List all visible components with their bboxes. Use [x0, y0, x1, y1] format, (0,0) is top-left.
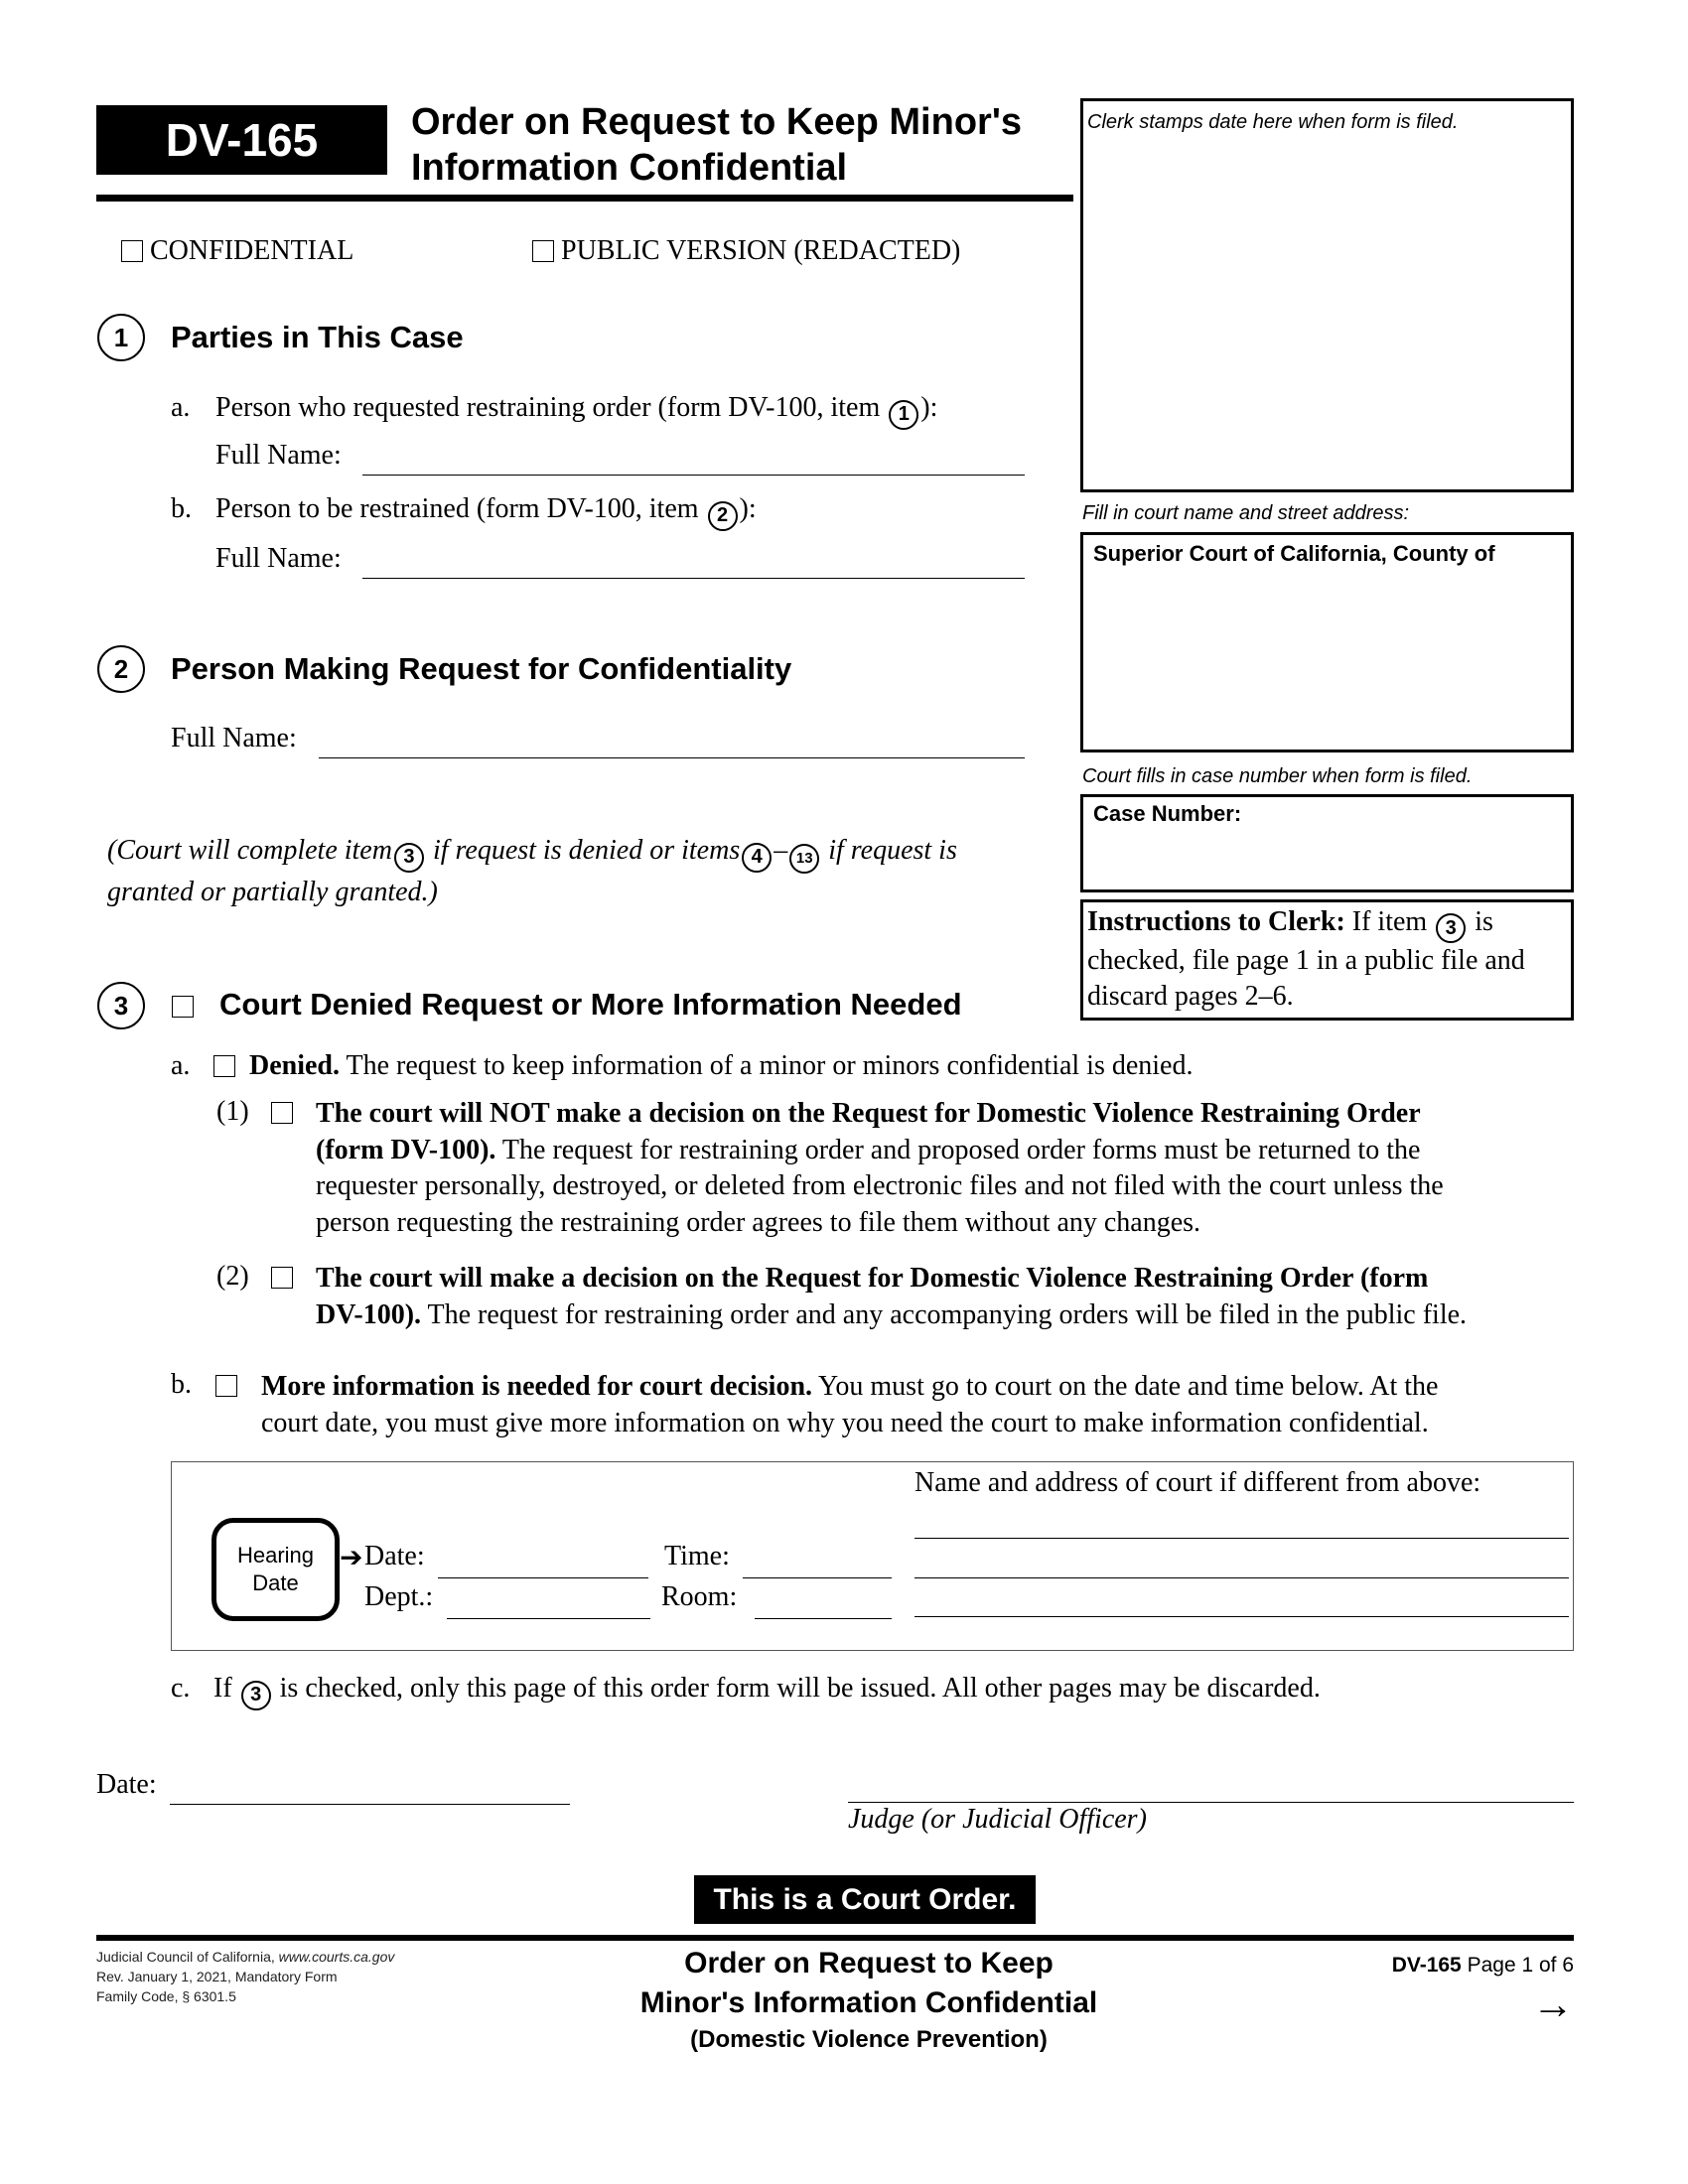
item-3a1-checkbox-wrap[interactable]	[271, 1102, 293, 1126]
signature-date-label: Date:	[96, 1769, 157, 1800]
footer-title-1: Order on Request to Keep	[684, 1947, 1054, 1979]
hearing-badge-line2: Date	[252, 1570, 299, 1595]
item-1a-label: Person who requested restraining order (form DV-100, item	[215, 392, 881, 423]
hearing-time-label: Time:	[664, 1541, 730, 1571]
item-3b-letter: b.	[171, 1369, 192, 1400]
no-decision-text-4: person requesting the restraining order agrees to file them without any changes.	[316, 1206, 1201, 1238]
item-3a2-text	[316, 1261, 1467, 1333]
hearing-dept-label: Dept.:	[364, 1581, 434, 1612]
hearing-time-field[interactable]	[743, 1577, 892, 1578]
court-completion-note	[107, 832, 957, 910]
item-3a2-checkbox-wrap[interactable]	[271, 1267, 293, 1291]
decision-text-2: The request for restraining order and any accompanying orders will be filed in the public file.	[427, 1298, 1468, 1330]
footer-left	[96, 1947, 394, 2006]
court-address-label: Fill in court name and street address:	[1082, 502, 1410, 524]
item-3c-text	[213, 1673, 1321, 1710]
note-dash: –	[774, 835, 788, 866]
hearing-date-field[interactable]	[438, 1577, 648, 1578]
item-1a-full-name-label: Full Name:	[215, 440, 342, 471]
next-page-arrow-icon[interactable]: →	[1532, 1980, 1574, 2027]
item-1a-letter: a.	[171, 392, 191, 423]
item-2-circle: 2	[97, 645, 145, 693]
public-version-label: PUBLIC VERSION (REDACTED)	[561, 235, 961, 266]
clerk-instructions-box	[1080, 899, 1574, 1021]
footer-title-3: (Domestic Violence Prevention)	[690, 2026, 1048, 2053]
instructions-line3: discard pages 2–6.	[1087, 981, 1294, 1012]
item-3a1-number: (1)	[216, 1096, 249, 1127]
item-1b-label: Person to be restrained (form DV-100, item	[215, 493, 699, 524]
instructions-is: is	[1475, 906, 1493, 937]
item-ref-2: 2	[708, 501, 738, 531]
hearing-dept-field[interactable]	[447, 1618, 650, 1619]
note-item-3: 3	[394, 843, 424, 873]
court-name: Superior Court of California, County of	[1093, 541, 1495, 566]
no-decision-bold-1: The court will NOT make a decision on the Request for Domestic Violence Restraining Order	[316, 1098, 1421, 1129]
denied-checkbox[interactable]	[213, 1055, 235, 1077]
note-text-3: if request is	[828, 835, 957, 866]
confidential-checkbox[interactable]	[121, 240, 143, 262]
judge-label: Judge (or Judicial Officer)	[848, 1804, 1147, 1835]
item-3c-letter: c.	[171, 1673, 191, 1704]
court-address-line-3[interactable]	[914, 1616, 1569, 1617]
hearing-arrow-icon: ➔	[340, 1543, 363, 1573]
item-1b-full-name-field[interactable]	[362, 578, 1025, 579]
item-1-heading: Parties in This Case	[171, 320, 464, 354]
item-3b-text	[261, 1369, 1438, 1441]
hearing-date-label: Date:	[364, 1541, 425, 1571]
more-info-bold: More information is needed for court decision.	[261, 1371, 813, 1402]
note-item-13: 13	[789, 844, 819, 874]
item-3a1-text	[316, 1096, 1444, 1241]
footer-rule	[96, 1935, 1574, 1941]
decision-bold-1: The court will make a decision on the Request for Domestic Violence Restraining Order (form	[316, 1263, 1429, 1294]
court-address-line-1[interactable]	[914, 1538, 1569, 1539]
footer-website-link[interactable]: www.courts.ca.gov	[278, 1949, 395, 1965]
footer-page-number: Page 1 of 6	[1467, 1954, 1574, 1977]
note-text-2: if request is denied or items	[432, 835, 741, 866]
item-1-number	[97, 314, 145, 361]
item-1b-letter: b.	[171, 493, 192, 524]
no-decision-checkbox[interactable]	[271, 1102, 293, 1124]
item-1-circle: 1	[97, 314, 145, 361]
item-1a	[171, 392, 190, 424]
form-title-line2: Information Confidential	[411, 147, 848, 189]
item-3b-checkbox-wrap[interactable]	[215, 1375, 237, 1399]
item-ref-1: 1	[889, 400, 918, 430]
item-2-full-name-label: Full Name:	[171, 723, 297, 753]
public-version-option[interactable]	[532, 235, 960, 267]
item-1b-end: ):	[739, 493, 757, 524]
footer-title	[576, 1944, 1162, 2057]
decision-bold-2: DV-100).	[316, 1298, 422, 1330]
item-1b-full-name-label: Full Name:	[215, 543, 342, 574]
item-3-circle: 3	[97, 982, 145, 1029]
clerk-stamp-label: Clerk stamps date here when form is filed.	[1087, 111, 1459, 133]
form-title-line1: Order on Request to Keep Minor's	[411, 101, 1022, 143]
item-2-heading: Person Making Request for Confidentiality	[171, 651, 792, 686]
note-text-1: (Court will complete item	[107, 835, 392, 866]
case-number-label: Case Number:	[1093, 801, 1242, 826]
denied-text: The request to keep information of a minor or minors confidential is denied.	[346, 1050, 1194, 1081]
item-2-full-name-field[interactable]	[319, 757, 1025, 758]
no-decision-text-3: requester personally, destroyed, or deleted from electronic files and not filed with the court unless the	[316, 1170, 1444, 1201]
court-address-line-2[interactable]	[914, 1577, 1569, 1578]
hearing-date-badge	[211, 1518, 340, 1621]
instructions-bold: Instructions to Clerk:	[1087, 906, 1345, 937]
instructions-line2: checked, file page 1 in a public file and	[1087, 945, 1525, 976]
item-3-heading: Court Denied Request or More Information Needed	[219, 987, 962, 1022]
form-id-badge: DV-165	[96, 105, 387, 175]
case-number-box[interactable]	[1080, 794, 1574, 892]
item-3-number	[97, 982, 145, 1029]
no-decision-bold-2: (form DV-100).	[316, 1134, 496, 1165]
clerk-stamp-box	[1080, 98, 1574, 492]
footer-council: Judicial Council of California,	[96, 1949, 275, 1965]
footer-page	[1392, 1954, 1574, 1978]
item-1a-text	[215, 392, 937, 430]
instructions-text: If item	[1351, 906, 1428, 937]
header-rule	[96, 195, 1073, 202]
form-title	[411, 99, 1022, 191]
signature-date-field[interactable]	[170, 1804, 570, 1805]
footer-code: Family Code, § 6301.5	[96, 1988, 236, 2004]
no-decision-text-2: The request for restraining order and proposed order forms must be returned to the	[501, 1134, 1421, 1165]
item-3c-ref: 3	[241, 1681, 271, 1710]
judge-signature-field[interactable]	[848, 1802, 1574, 1803]
item-1b-text	[215, 493, 757, 531]
more-info-text-2: court date, you must give more information on why you need the court to make information confidential.	[261, 1407, 1429, 1438]
court-name-box[interactable]	[1080, 532, 1574, 752]
confidential-option[interactable]	[121, 235, 353, 267]
item-3c-if: If	[213, 1673, 232, 1704]
item-3-checkbox-wrap[interactable]	[172, 996, 194, 1020]
more-info-checkbox[interactable]	[215, 1375, 237, 1397]
item-3a-letter: a.	[171, 1050, 191, 1081]
item-3-ref: 3	[1436, 913, 1466, 943]
item-1a-end: ):	[920, 392, 938, 423]
item-3c-body: is checked, only this page of this order form will be issued. All other pages may be discarded.	[279, 1673, 1321, 1704]
court-address-alt-label: Name and address of court if different from above:	[914, 1467, 1481, 1498]
item-1a-full-name-field[interactable]	[362, 475, 1025, 476]
denied-label: Denied.	[249, 1050, 340, 1081]
footer-revision: Rev. January 1, 2021, Mandatory Form	[96, 1969, 338, 1984]
item-3a	[213, 1050, 1194, 1082]
hearing-badge-line1: Hearing	[236, 1543, 315, 1568]
item-3a2-number: (2)	[216, 1261, 249, 1292]
case-number-note: Court fills in case number when form is filed.	[1082, 765, 1473, 787]
more-info-text-1: You must go to court on the date and time below. At the	[817, 1371, 1439, 1402]
public-version-checkbox[interactable]	[532, 240, 554, 262]
footer-title-2: Minor's Information Confidential	[639, 1986, 1098, 2019]
note-text-4: granted or partially granted.)	[107, 876, 438, 907]
decision-checkbox[interactable]	[271, 1267, 293, 1289]
item-2-number	[97, 645, 145, 693]
hearing-room-label: Room:	[661, 1581, 738, 1612]
note-item-4: 4	[742, 843, 772, 873]
confidential-label: CONFIDENTIAL	[150, 235, 354, 266]
hearing-room-field[interactable]	[755, 1618, 892, 1619]
footer-form-id: DV-165	[1391, 1954, 1462, 1977]
item-3-checkbox[interactable]	[172, 996, 194, 1018]
court-order-banner: This is a Court Order.	[694, 1875, 1036, 1924]
